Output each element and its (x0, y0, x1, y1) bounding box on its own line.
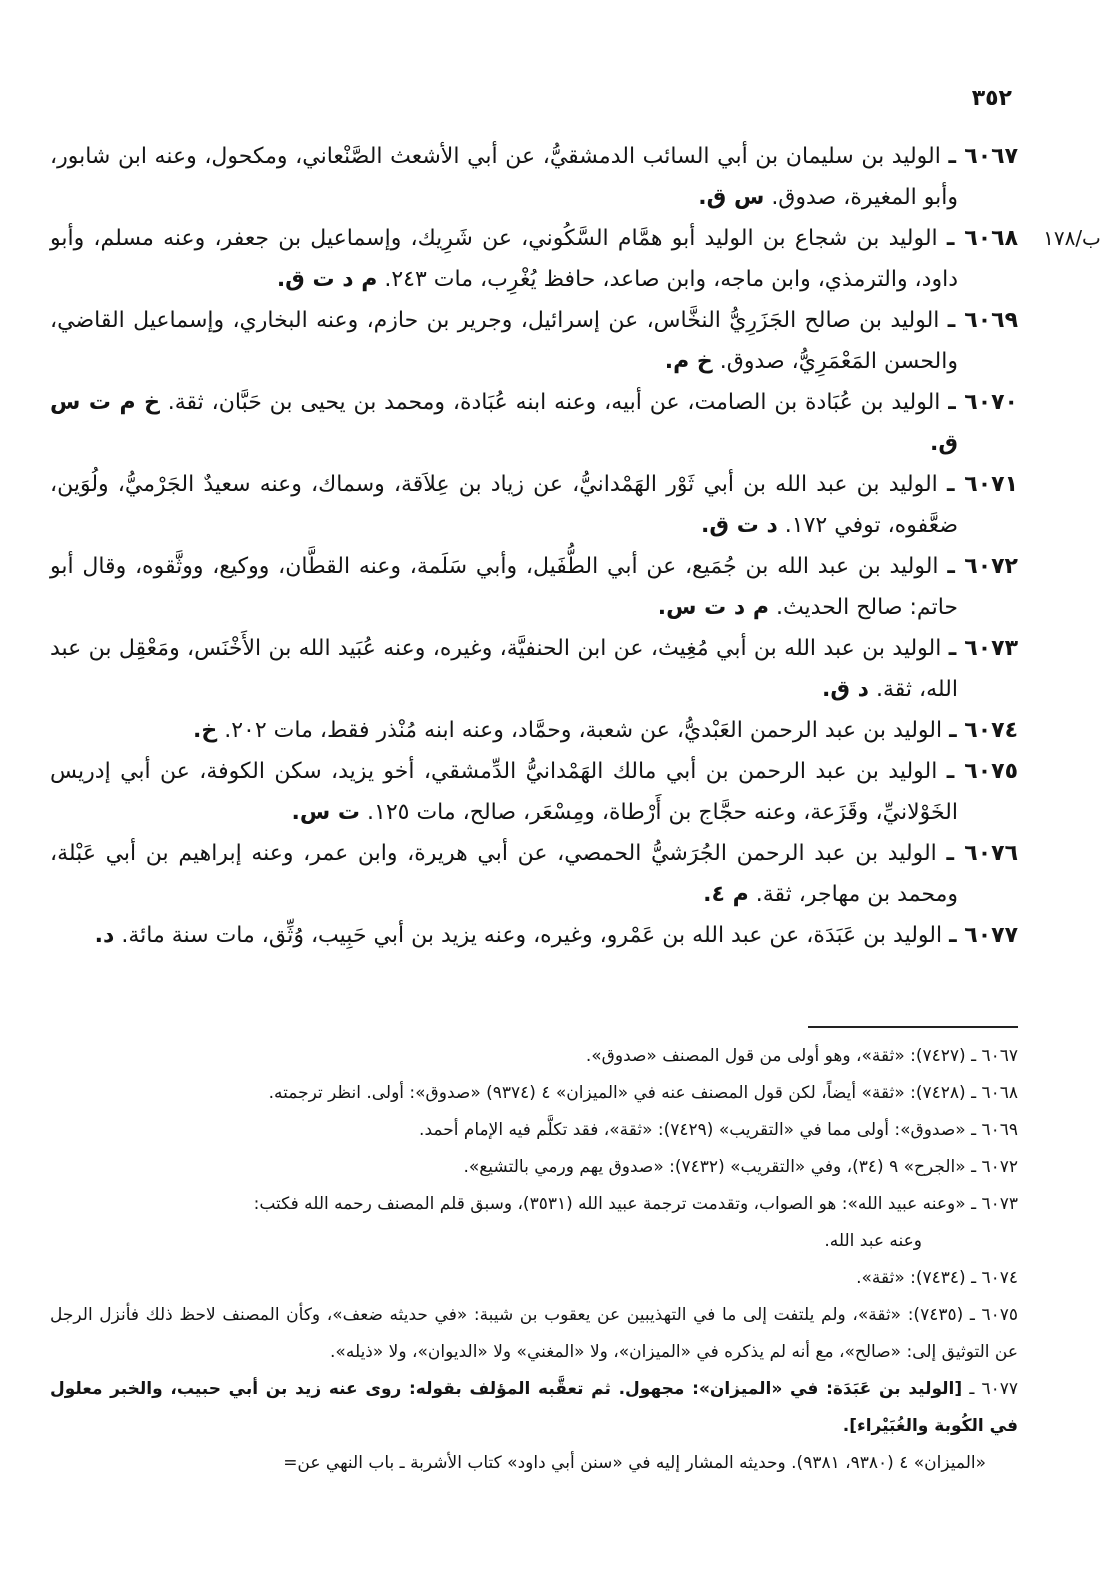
footnote-number: ٦٠٧٢ ـ (971, 1157, 1018, 1177)
entry-sigla: س ق. (698, 185, 765, 210)
narrator-entry (50, 218, 1101, 300)
footnote-text: «الجرح» ٩ (٣٤)، وفي «التقريب» (٧٤٣٢): «صدوق يهم ورمي بالتشيع». (463, 1157, 966, 1177)
narrator-entry (50, 833, 1018, 915)
entry-text: الوليد بن عَبَدَة، عن عبد الله بن عَمْرو، وغيره، وعنه يزيد بن أبي حَبِيب، وُثِّق، مات سنة مائة. (121, 923, 943, 948)
footnote (50, 1371, 1018, 1482)
entry-number: ٦٠٧٥ ـ (946, 759, 1019, 784)
narrator-entry (50, 628, 1018, 710)
footnote-number: ٦٠٧٥ ـ (969, 1305, 1018, 1325)
page-number: ٣٥٢ (971, 86, 1012, 111)
footnote-separator (808, 1026, 1018, 1028)
footnote (50, 1149, 1018, 1186)
entry-sigla: م د ت ق. (276, 267, 378, 292)
entry-sigla: د ق. (821, 677, 869, 702)
folio-margin-note: ١٧٨/ب (1043, 226, 1101, 250)
entry-text: الوليد بن صالح الجَزَرِيُّ النخَّاس، عن إسرائيل، وجرير بن حازم، وعنه البخاري، وإسماعيل القاضي، والحسن المَعْمَرِيُّ، صدوق. (50, 308, 958, 374)
narrator-entry (50, 751, 1018, 833)
entry-number: ٦٠٦٧ ـ (948, 144, 1018, 169)
entry-text: الوليد بن عبد الله بن أبي ثَوْر الهَمْدانيُّ، عن زياد بن عِلاَقة، وسماك، وعنه سعيدٌ الجَرْميُّ، ولُوَين، ضعَّفوه، توفي ١٧٢. (50, 472, 958, 538)
footnote-continuation: وعنه عبد الله. (824, 1231, 922, 1251)
entry-sigla: م د ت س. (657, 595, 769, 620)
narrator-entry (50, 915, 1018, 956)
entry-text: الوليد بن شجاع بن الوليد أبو همَّام السَّكُوني، عن شَرِيك، وإسماعيل بن جعفر، وعنه مسلم، وأبو داود، والترمذي، وابن ماجه، وابن صاعد، حافظ يُغْرِب، مات ٢٤٣. (50, 226, 958, 292)
footnote-number: ٦٠٧٣ ـ (971, 1194, 1018, 1214)
footnote-text: (٧٤٢٧): «ثقة»، وهو أولى من قول المصنف «صدوق». (585, 1046, 966, 1066)
entry-number: ٦٠٧٦ ـ (946, 841, 1018, 866)
narrator-entry (50, 136, 1018, 218)
entry-number: ٦٠٧٣ ـ (948, 636, 1018, 661)
narrator-entry (50, 300, 1018, 382)
footnote-number: ٦٠٧٧ ـ (969, 1379, 1018, 1399)
entry-number: ٦٠٧١ ـ (946, 472, 1018, 497)
footnote (50, 1186, 1018, 1260)
narrator-entry (50, 464, 1018, 546)
entry-text: الوليد بن عبد الرحمن العَبْديُّ، عن شعبة، وحمَّاد، وعنه ابنه مُنْذر فقط، مات ٢٠٢. (224, 718, 943, 743)
entry-sigla: خ. (193, 718, 218, 743)
footnote-continuation: «الميزان» ٤ (٩٣٨٠، ٩٣٨١). وحديثه المشار إليه في «سنن أبي داود» كتاب الأشربة ـ باب النهي عن= (283, 1453, 986, 1473)
footnote-number: ٦٠٦٩ ـ (971, 1120, 1018, 1140)
entry-text: الوليد بن عبد الله بن أبي مُغِيث، عن ابن الحنفيَّة، وغيره، وعنه عُبَيد الله بن الأَخْنَس، ومَعْقِل بن عبد الله، ثقة. (50, 636, 958, 702)
footnote (50, 1260, 1018, 1297)
entry-sigla: خ م. (664, 349, 713, 374)
entry-number: ٦٠٧٧ ـ (949, 923, 1018, 948)
entry-sigla: د. (94, 923, 115, 948)
footnote (50, 1112, 1018, 1149)
footnote-number: ٦٠٧٤ ـ (971, 1268, 1018, 1288)
footnote-text: «صدوق»: أولى مما في «التقريب» (٧٤٢٩): «ثقة»، فقد تكلَّم فيه الإمام أحمد. (419, 1120, 966, 1140)
footnotes (50, 1038, 1018, 1482)
narrator-entry (50, 546, 1018, 628)
footnote-text: «وعنه عبيد الله»: هو الصواب، وتقدمت ترجمة عبيد الله (٣٥٣١)، وسبق قلم المصنف رحمه الله فكتب: (253, 1194, 966, 1214)
entry-number: ٦٠٧٢ ـ (947, 554, 1018, 579)
entry-sigla: م ٤. (703, 882, 749, 907)
footnote-text: [الوليد بن عَبَدَة: في «الميزان»: مجهول. ثم تعقَّبه المؤلف بقوله: روى عنه زيد بن أبي حبيب، والخبر معلول في الكُوبة والغُبَيْراء]. (50, 1379, 1018, 1436)
footnote (50, 1038, 1018, 1075)
entry-text: الوليد بن عُبَادة بن الصامت، عن أبيه، وعنه ابنه عُبَادة، ومحمد بن يحيى بن حَبَّان، ثقة. (167, 390, 941, 415)
footnote-text: (٧٤٢٨): «ثقة» أيضاً، لكن قول المصنف عنه في «الميزان» ٤ (٩٣٧٤) «صدوق»: أولى. انظر ترجمته. (268, 1083, 966, 1103)
entry-text: الوليد بن عبد الرحمن بن أبي مالك الهَمْدانيُّ الدِّمشقي، أخو يزيد، سكن الكوفة، عن أبي إدريس الخَوْلانيِّ، وقَزَعة، وعنه حجَّاج بن أَرْطاة، ومِسْعَر، صالح، مات ١٢٥. (50, 759, 958, 825)
entry-number: ٦٠٦٩ ـ (947, 308, 1019, 333)
footnote-number: ٦٠٦٧ ـ (971, 1046, 1018, 1066)
footnote-text: (٧٤٣٤): «ثقة». (856, 1268, 966, 1288)
narrator-entry (50, 382, 1018, 464)
footnote-text: (٧٤٣٥): «ثقة»، ولم يلتفت إلى ما في التهذيبين عن يعقوب بن شيبة: «في حديثه ضعف»، وكأن المصنف لاحظ ذلك فأنزل الرجل عن التوثيق إلى: «صالح»، مع أنه لم يذكره في «الميزان»، ولا «المغني» ولا «الديوان»، ولا «ذيله». (50, 1305, 1018, 1362)
entry-number: ٦٠٧٠ ـ (948, 390, 1018, 415)
entry-text: الوليد بن عبد الرحمن الجُرَشيُّ الحمصي، عن أبي هريرة، وابن عمر، وعنه إبراهيم بن أبي عَبْلة، ومحمد بن مهاجر، ثقة. (50, 841, 958, 907)
entry-sigla: د ت ق. (701, 513, 778, 538)
entry-number: ٦٠٧٤ ـ (949, 718, 1018, 743)
entry-sigla: ت س. (291, 800, 360, 825)
entry-text: الوليد بن عبد الله بن جُمَيع، عن أبي الطُّفَيل، وأبي سَلَمة، وعنه القطَّان، ووكيع، ووثَّقوه، وقال أبو حاتم: صالح الحديث. (50, 554, 958, 620)
entry-text: الوليد بن سليمان بن أبي السائب الدمشقيُّ، عن أبي الأشعث الصَّنْعاني، ومكحول، وعنه ابن شابور، وأبو المغيرة، صدوق. (50, 144, 958, 210)
entry-sigla: خ م ت س ق. (50, 390, 958, 456)
main-text (50, 136, 1101, 956)
narrator-entry (50, 710, 1018, 751)
footnote-number: ٦٠٦٨ ـ (971, 1083, 1018, 1103)
footnote (50, 1075, 1018, 1112)
footnote (50, 1297, 1018, 1371)
entry-number: ٦٠٦٨ ـ (946, 226, 1018, 251)
